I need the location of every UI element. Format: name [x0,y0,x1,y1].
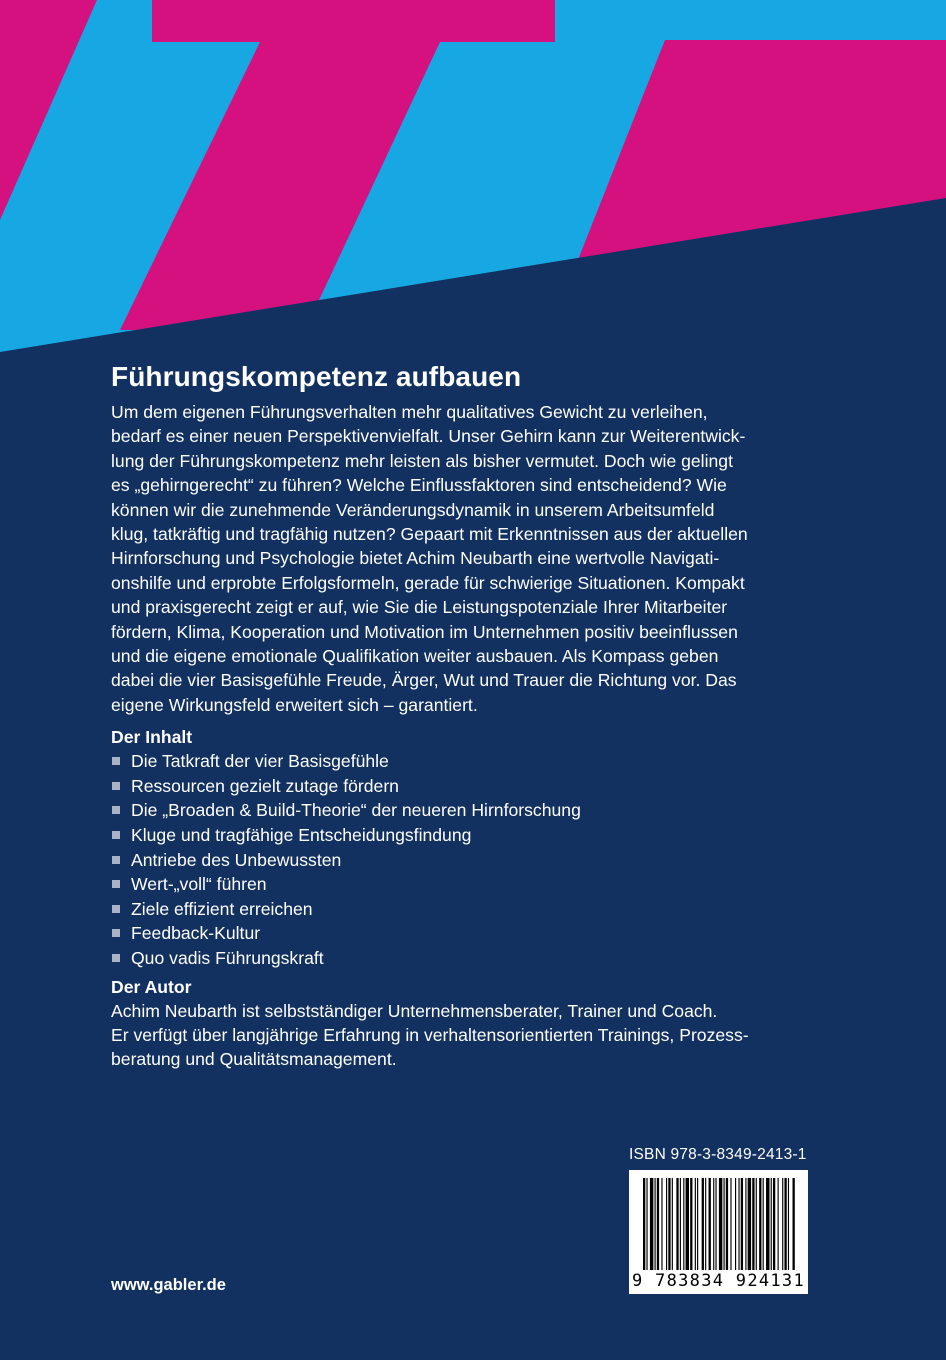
contents-item [111,774,831,799]
barcode-bar [771,1178,772,1270]
description-line: klug, tatkräftig und tragfähig nutzen? Gepaart mit Erkenntnissen aus der aktuellen [111,524,748,545]
description-line: Hirnforschung und Psychologie bietet Achim Neubarth eine wertvolle Navigati- [111,548,720,569]
barcode-bar [655,1178,656,1270]
barcode-bar [657,1178,659,1270]
author-heading: Der Autor [111,976,192,997]
square-bullet-icon [112,782,120,790]
description-line: eigene Wirkungsfeld erweitert sich – garantiert. [111,694,478,715]
barcode-bar [778,1178,779,1270]
isbn-label: ISBN 978-3-8349-2413-1 [629,1146,807,1163]
barcode-bar [756,1178,757,1270]
description [111,400,831,717]
square-bullet-icon [112,757,120,765]
barcode-bar [650,1178,653,1270]
barcode-bar [773,1178,775,1270]
square-bullet-icon [112,954,120,962]
contents-item-label: Die Tatkraft der vier Basisgefühle [131,751,389,772]
barcode-bar [730,1178,731,1270]
contents-item-label: Ziele effizient erreichen [131,898,313,919]
contents-item [111,872,831,897]
description-line: können wir die zunehmende Veränderungsdynamik in unserem Arbeitsumfeld [111,499,715,520]
barcode-bar [782,1178,783,1270]
square-bullet-icon [112,905,120,913]
barcode-bar [745,1178,746,1270]
description-line: dabei die vier Basisgefühle Freude, Ärger, Wut und Trauer die Richtung vor. Das [111,670,737,691]
barcode-bar [672,1178,673,1270]
contents-heading: Der Inhalt [111,727,193,748]
book-title: Führungskompetenz aufbauen [111,361,522,392]
barcode-bar [715,1178,716,1270]
barcode-bar [719,1178,722,1270]
contents-item [111,749,831,774]
barcode-bar [695,1178,696,1270]
description-line: und praxisgerecht zeigt er auf, wie Sie die Leistungspotenziale Ihrer Mitarbeiter [111,597,728,618]
barcode-bar [666,1178,667,1270]
barcode-bar [766,1178,769,1270]
barcode-bar [668,1178,670,1270]
barcode-bar [793,1178,795,1270]
contents-item-label: Antriebe des Unbewussten [131,849,342,870]
barcode-bar [686,1178,689,1270]
description-line: bedarf es einer neuen Perspektivenvielfalt. Unser Gehirn kann zur Weiterentwick- [111,426,746,447]
barcode-bar [690,1178,692,1270]
contents-item [111,897,831,922]
contents-item-label: Feedback-Kultur [131,923,261,944]
contents-item [111,921,831,946]
barcode-bar [726,1178,728,1270]
square-bullet-icon [112,831,120,839]
contents-item-label: Kluge und tragfähige Entscheidungsfindung [131,825,472,846]
author-section [111,975,831,1072]
barcode-bar [784,1178,786,1270]
barcode-bar [676,1178,678,1270]
barcode-bar [759,1178,761,1270]
description-line: es „gehirngerecht“ zu führen? Welche Einflussfaktoren sind entscheidend? Wie [111,475,727,496]
barcode-bar [709,1178,711,1270]
author-line: Achim Neubarth ist selbstständiger Unternehmensberater, Trainer und Coach. [111,1000,718,1021]
contents-item [111,798,831,823]
barcode [629,1170,808,1294]
description-line: und die eigene emotionale Qualifikation weiter ausbauen. Als Kompass geben [111,646,719,667]
contents-item [111,946,831,971]
barcode-bar [748,1178,751,1270]
main-content [111,360,831,1072]
author-text [111,999,831,1072]
description-line: onshilfe und erprobte Erfolgsformeln, gerade für schwierige Situationen. Kompakt [111,572,745,593]
contents-item [111,823,831,848]
contents-item [111,848,831,873]
barcode-bar [752,1178,754,1270]
square-bullet-icon [112,929,120,937]
publisher-website: www.gabler.de [111,1276,226,1294]
barcode-bar [702,1178,704,1270]
barcode-bar [661,1178,662,1270]
barcode-bar [705,1178,706,1270]
barcode-bar [680,1178,681,1270]
square-bullet-icon [112,856,120,864]
contents-list [111,749,831,970]
contents-item-label: Ressourcen gezielt zutage fördern [131,775,399,796]
author-line: Er verfügt über langjährige Erfahrung in verhaltensorientierten Trainings, Prozess- [111,1025,749,1046]
contents-item-label: Wert-„voll“ führen [131,874,267,895]
barcode-bar [697,1178,698,1270]
contents-item-label: Quo vadis Führungskraft [131,948,324,969]
barcode-bar [763,1178,764,1270]
square-bullet-icon [112,806,120,814]
description-line: Um dem eigenen Führungsverhalten mehr qualitatives Gewicht zu verleihen, [111,402,708,422]
barcode-bar [741,1178,743,1270]
description-line: fördern, Klima, Kooperation und Motivation im Unternehmen positiv beeinflussen [111,621,738,642]
contents-item-label: Die „Broaden & Build-Theorie“ der neueren Hirnforschung [131,800,581,821]
description-line: lung der Führungskompetenz mehr leisten als bisher vermutet. Doch wie gelingt [111,450,733,471]
barcode-digits: 9 783834 924131 [631,1271,806,1291]
barcode-bar [713,1178,714,1270]
barcode-bar [788,1178,789,1270]
cover-stripe-graphic [0,0,946,360]
barcode-bar [643,1178,645,1270]
barcode-bar [735,1178,736,1270]
barcode-bar [646,1178,647,1270]
barcode-bar [724,1178,725,1270]
square-bullet-icon [112,880,120,888]
author-line: beratung und Qualitätsmanagement. [111,1049,397,1070]
barcode-bar [683,1178,684,1270]
barcode-bar [738,1178,739,1270]
